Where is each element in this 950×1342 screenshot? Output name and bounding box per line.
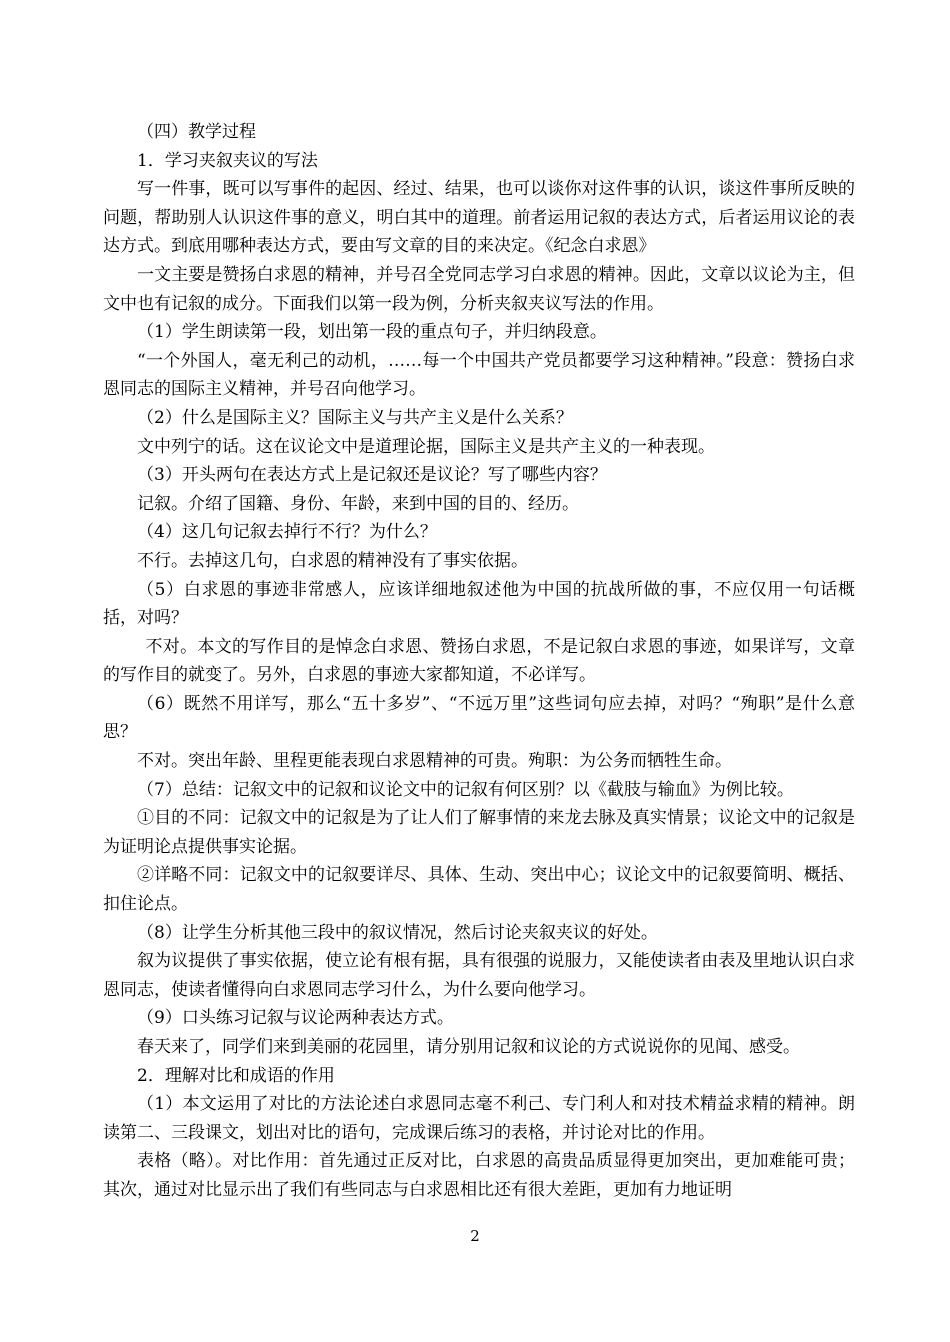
answer-paragraph: “一个外国人，毫无利己的动机，……每一个中国共产党员都要学习这种精神。”段意：赞扬白求恩同志的国际主义精神，并号召向他学习。 — [103, 350, 855, 400]
question-item: （9）口头练习记叙与议论两种表达方式。 — [137, 1008, 454, 1029]
exercise-prompt: 春天来了，同学们来到美丽的花园里，请分别用记叙和议论的方式说说你的见闻、感受。 — [137, 1037, 800, 1057]
question-item: （2）什么是国际主义？国际主义与共产主义是什么关系？ — [137, 407, 573, 428]
answer-paragraph: 记叙。介绍了国籍、身份、年龄，来到中国的目的、经历。 — [137, 493, 579, 514]
question-item: （5）白求恩的事迹非常感人，应该详细地叙述他为中国的抗战所做的事，不应仅用一句话概括，对吗？ — [103, 579, 855, 629]
page-number: 2 — [470, 1227, 480, 1245]
body-paragraph: 一文主要是赞扬白求恩的精神，并号召全党同志学习白求恩的精神。因此，文章以议论为主，但文中也有记叙的成分。下面我们以第一段为例，分析夹叙夹议写法的作用。 — [103, 264, 855, 314]
question-item: （7）总结：记叙文中的记叙和议论文中的记叙有何区别？以《截肢与输血》为例比较。 — [137, 779, 794, 800]
body-paragraph: 写一件事，既可以写事件的起因、经过、结果，也可以谈你对这件事的认识，谈这件事所反映的问题，帮助别人认识这件事的意义，明白其中的道理。前者运用记叙的表达方式，后者运用议论的表达方式。到底用哪种表达方式，要由写文章的目的来决定。《纪念白求恩》 — [103, 179, 855, 257]
question-item: （1）学生朗读第一段，划出第一段的重点句子，并归纳段意。 — [137, 322, 607, 343]
answer-paragraph: 叙为议提供了事实依据，使立论有根有据，具有很强的说服力，又能使读者由表及里地认识白求恩同志，使读者懂得向白求恩同志学习什么，为什么要向他学习。 — [103, 951, 855, 1000]
question-item: （8）让学生分析其他三段中的叙议情况，然后讨论夹叙夹议的好处。 — [137, 922, 658, 943]
question-item: （3）开头两句在表达方式上是记叙还是议论？写了哪些内容？ — [137, 465, 607, 486]
comparison-point: ②详略不同：记叙文中的记叙要详尽、具体、生动、突出中心；议论文中的记叙要简明、概括、扣住论点。 — [103, 865, 855, 915]
answer-paragraph: 不对。本文的写作目的是悼念白求恩、赞扬白求恩，不是记叙白求恩的事迹，如果详写，文章的写作目的就变了。另外，白求恩的事迹大家都知道，不必详写。 — [103, 636, 855, 686]
comparison-point: ①目的不同：记叙文中的记叙是为了让人们了解事情的来龙去脉及真实情景；议论文中的记叙是为证明论点提供事实论据。 — [103, 808, 855, 857]
document-body — [103, 118, 855, 1205]
subsection-heading: 2．理解对比和成语的作用 — [137, 1065, 335, 1086]
question-item: （1）本文运用了对比的方法论述白求恩同志毫不利己、专门利人和对技术精益求精的精神。朗读第二、三段课文，划出对比的语句，完成课后练习的表格，并讨论对比的作用。 — [103, 1094, 855, 1143]
subsection-heading: 1．学习夹叙夹议的写法 — [137, 150, 318, 171]
section-heading: （四）教学过程 — [137, 122, 256, 142]
answer-paragraph: 不行。去掉这几句，白求恩的精神没有了事实依据。 — [137, 550, 528, 571]
answer-paragraph: 文中列宁的话。这在议论文中是道理论据，国际主义是共产主义的一种表现。 — [137, 436, 715, 457]
question-item: （4）这几句记叙去掉行不行？为什么？ — [137, 522, 437, 543]
answer-paragraph: 表格（略）。对比作用：首先通过正反对比，白求恩的高贵品质显得更加突出，更加难能可贵；其次，通过对比显示出了我们有些同志与白求恩相比还有很大差距，更加有力地证明 — [103, 1151, 855, 1200]
answer-paragraph: 不对。突出年龄、里程更能表现白求恩精神的可贵。殉职：为公务而牺牲生命。 — [137, 751, 732, 772]
question-item: （6）既然不用详写，那么“五十多岁”、“不远万里”这些词句应去掉，对吗？“殉职”是什么意思？ — [103, 693, 855, 743]
